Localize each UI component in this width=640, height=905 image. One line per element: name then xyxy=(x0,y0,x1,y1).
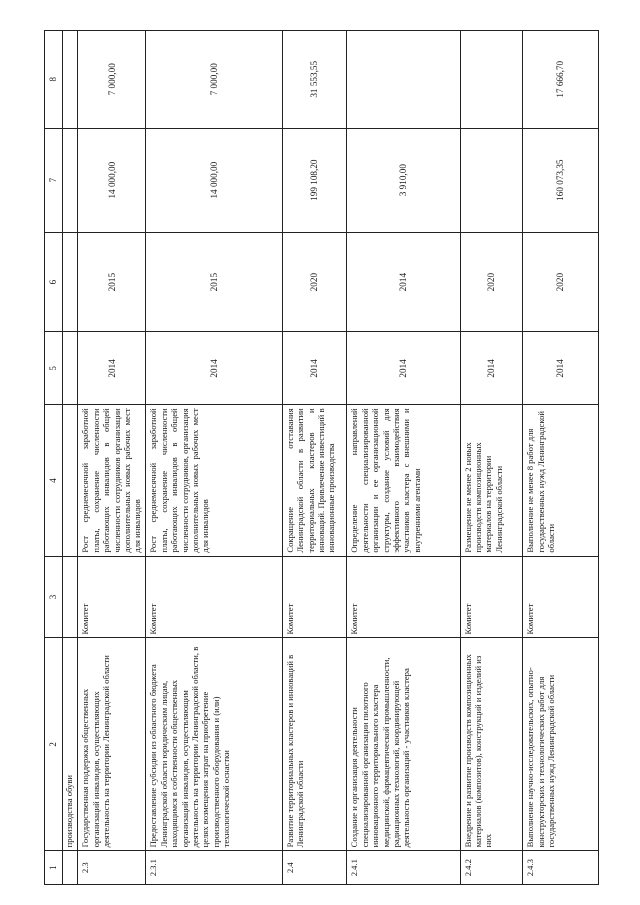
end-year: 2020 xyxy=(282,232,347,332)
executor: Комитет xyxy=(347,556,460,638)
executor: Комитет xyxy=(282,556,347,638)
end-year: 2020 xyxy=(523,232,599,332)
start-year: 2014 xyxy=(460,332,523,405)
row-number: 2.3 xyxy=(78,851,146,885)
expected-result: Размещение не менее 2 новых производств композиционных материалов на территории Ленинградской области xyxy=(460,405,523,556)
executor: Комитет xyxy=(460,556,523,638)
header-col-7: 7 xyxy=(45,128,63,232)
rotated-table-sheet xyxy=(44,30,599,885)
annual-funding: 7 000,00 xyxy=(146,31,282,129)
table-row xyxy=(146,31,282,885)
header-col-1: 1 xyxy=(45,851,63,885)
program-activities-table xyxy=(44,30,599,885)
row-number: 2.4.2 xyxy=(460,851,523,885)
executor: Комитет xyxy=(523,556,599,638)
end-year: 2015 xyxy=(78,232,146,332)
total-funding xyxy=(460,128,523,232)
total-funding: 14 000,00 xyxy=(146,128,282,232)
expected-result: Определение направлений деятельности специализированной организации и ее организационной структуры, создание условий для эффективного взаимодействия участников кластера с внешними и внутренними агентами xyxy=(347,405,460,556)
activity-name: Внедрение и развитие производств композиционных материалов (композитов), конструкций и изделий из них xyxy=(460,638,523,851)
end-year: 2015 xyxy=(146,232,282,332)
total-funding: 14 000,00 xyxy=(78,128,146,232)
header-col-8: 8 xyxy=(45,31,63,129)
start-year: 2014 xyxy=(523,332,599,405)
start-year: 2014 xyxy=(282,332,347,405)
continuation-name: производства обуви xyxy=(63,638,78,851)
start-year: 2014 xyxy=(146,332,282,405)
row-number: 2.3.1 xyxy=(146,851,282,885)
executor: Комитет xyxy=(146,556,282,638)
end-year: 2014 xyxy=(347,232,460,332)
activity-name: Создание и организация деятельности специализированной организации пилотного инновационного территориального кластера медицинской, фармацевтической промышленности, радиационных технологий, координирующей деятельность организаций - участников кластера xyxy=(347,638,460,851)
table-row xyxy=(460,31,523,885)
activity-name: Выполнение научно-исследовательских, опытно-конструкторских и технологических работ для государственных нужд Ленинградской области xyxy=(523,638,599,851)
activity-name: Государственная поддержка общественных организаций инвалидов, осуществляющих деятельность на территории Ленинградской области xyxy=(78,638,146,851)
header-row xyxy=(45,31,63,885)
executor: Комитет xyxy=(78,556,146,638)
header-col-6: 6 xyxy=(45,232,63,332)
header-col-5: 5 xyxy=(45,332,63,405)
expected-result: Сокращение отставания Ленинградской области в развитии территориальных кластеров и инноваций. Привлечение инвестиций в инновационные производства xyxy=(282,405,347,556)
row-number: 2.4 xyxy=(282,851,347,885)
expected-result: Выполнение не менее 8 работ для государственных нужд Ленинградской области xyxy=(523,405,599,556)
activity-name: Развитие территориальных кластеров и инноваций в Ленинградской области xyxy=(282,638,347,851)
header-col-3: 3 xyxy=(45,556,63,638)
start-year: 2014 xyxy=(347,332,460,405)
annual-funding: 17 666,70 xyxy=(523,31,599,129)
total-funding: 199 108,20 xyxy=(282,128,347,232)
table-row xyxy=(78,31,146,885)
expected-result: Рост среднемесячной заработной платы, сохранение численности работающих инвалидов в общей численности сотрудников, организация дополнительных новых рабочих мест для инвалидов xyxy=(146,405,282,556)
start-year: 2014 xyxy=(78,332,146,405)
table-row xyxy=(282,31,347,885)
annual-funding xyxy=(347,31,460,129)
table-row xyxy=(523,31,599,885)
annual-funding xyxy=(460,31,523,129)
activity-name: Предоставление субсидии из областного бюджета Ленинградской области юридическим лицам, находящимся в собственности общественных организаций инвалидов, осуществляющим деятельность на территории Ленинградской области, в целях возмещения затрат на приобретение производственного оборудования и (или) технологической оснастки xyxy=(146,638,282,851)
row-number: 2.4.1 xyxy=(347,851,460,885)
total-funding: 3 910,00 xyxy=(347,128,460,232)
annual-funding: 7 000,00 xyxy=(78,31,146,129)
end-year: 2020 xyxy=(460,232,523,332)
row-number: 2.4.3 xyxy=(523,851,599,885)
table-row xyxy=(347,31,460,885)
expected-result: Рост среднемесячной заработной платы, сохранение численности работающих инвалидов в общей численности сотрудников организации дополнительных новых рабочих мест для инвалидов xyxy=(78,405,146,556)
total-funding: 160 073,35 xyxy=(523,128,599,232)
header-col-4: 4 xyxy=(45,405,63,556)
annual-funding: 31 553,55 xyxy=(282,31,347,129)
continuation-row xyxy=(63,31,78,885)
header-col-2: 2 xyxy=(45,638,63,851)
